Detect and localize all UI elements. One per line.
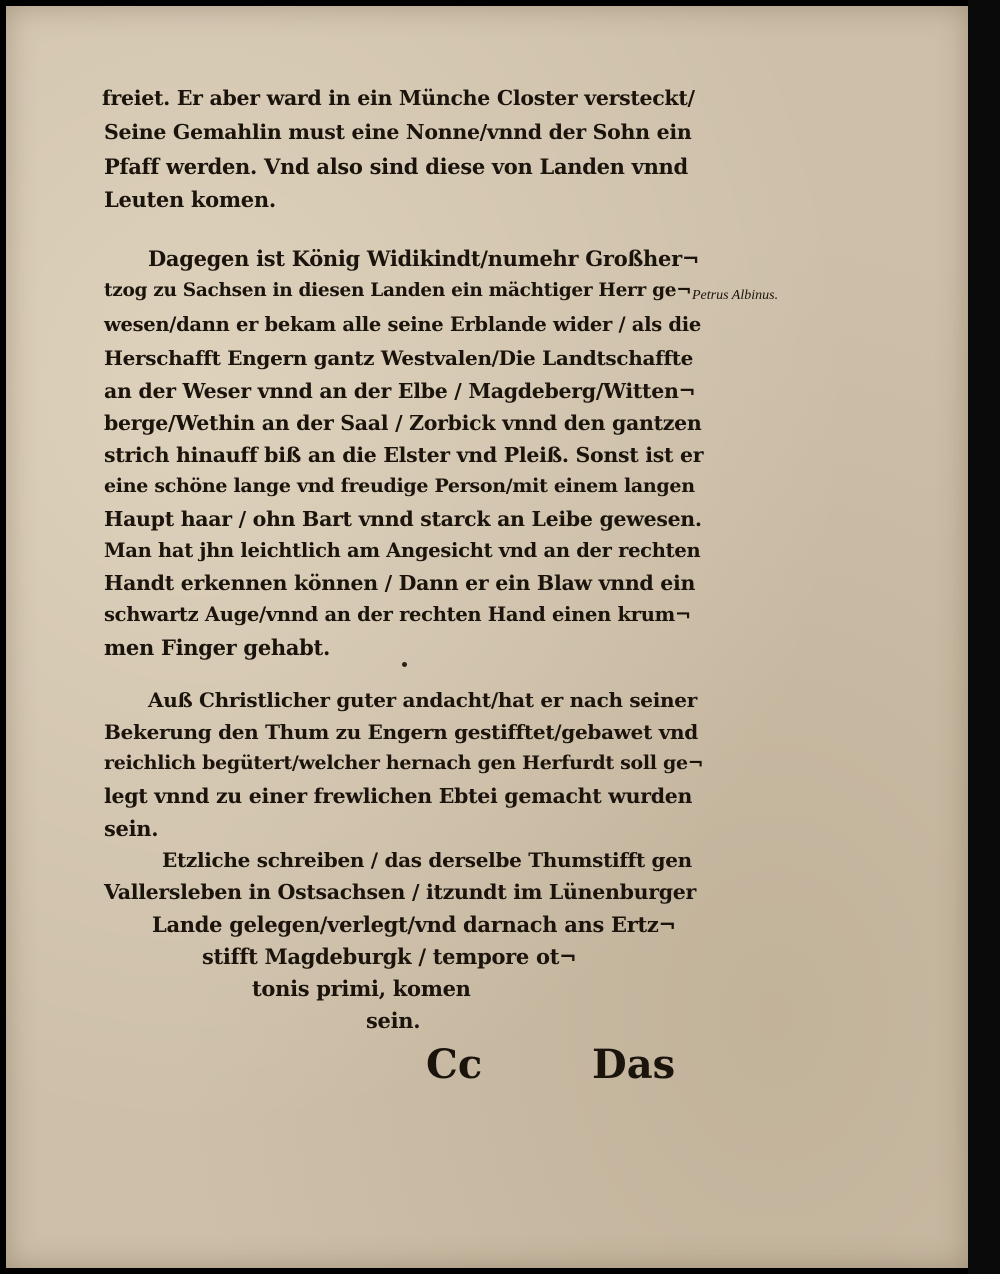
text-line: Man hat jhn leichtlich am Angesicht vnd an der rechten xyxy=(104,539,701,562)
text-line: sein. xyxy=(104,816,159,841)
text-line: stifft Magdeburgk / tempore ot¬ xyxy=(202,944,577,969)
text-line: sein. xyxy=(366,1008,421,1033)
text-line: legt vnnd zu einer frewlichen Ebtei gemacht wurden xyxy=(104,784,693,808)
text-line: tzog zu Sachsen in diesen Landen ein mächtiger Herr ge¬ xyxy=(104,280,692,301)
text-line: eine schöne lange vnd freudige Person/mit einem langen xyxy=(104,475,695,497)
text-line: Handt erkennen können / Dann er ein Blaw vnnd ein xyxy=(104,571,696,595)
text-line: men Finger gehabt. xyxy=(104,635,330,660)
text-line: Bekerung den Thum zu Engern gestifftet/gebawet vnd xyxy=(104,720,698,744)
signature-mark: Cc xyxy=(426,1041,483,1088)
text-line: Pfaff werden. Vnd also sind diese von Landen vnnd xyxy=(104,154,688,179)
text-line: tonis primi, komen xyxy=(252,976,471,1001)
text-line: Lande gelegen/verlegt/vnd darnach ans Ertz¬ xyxy=(152,912,676,937)
margin-note: Petrus Albinus. xyxy=(692,288,779,303)
text-line: Leuten komen. xyxy=(104,187,276,212)
text-line: Etzliche schreiben / das derselbe Thumstifft gen xyxy=(162,848,692,872)
text-line: strich hinauff biß an die Elster vnd Pleiß. Sonst ist er xyxy=(104,443,704,467)
text-line: Herschafft Engern gantz Westvalen/Die Landtschaffte xyxy=(104,346,694,370)
scan-edge xyxy=(968,0,1000,1274)
text-line: Seine Gemahlin must eine Nonne/vnnd der Sohn ein xyxy=(104,120,692,144)
text-line: Haupt haar / ohn Bart vnnd starck an Leibe gewesen. xyxy=(104,507,702,531)
catchword: Das xyxy=(592,1041,676,1088)
text-line: an der Weser vnnd an der Elbe / Magdeberg/Witten¬ xyxy=(104,379,696,403)
book-page xyxy=(6,6,968,1268)
text-line: reichlich begütert/welcher hernach gen Herfurdt soll ge¬ xyxy=(104,752,704,774)
text-line: schwartz Auge/vnnd an der rechten Hand einen krum¬ xyxy=(104,603,691,626)
text-line: Auß Christlicher guter andacht/hat er nach seiner xyxy=(148,688,697,712)
text-line: Vallersleben in Ostsachsen / itzundt im Lünenburger xyxy=(104,880,697,904)
text-line: wesen/dann er bekam alle seine Erblande wider / als die xyxy=(104,313,701,336)
text-line: freiet. Er aber ward in ein Münche Closter versteckt/ xyxy=(102,86,695,110)
text-line: Dagegen ist König Widikindt/numehr Großher¬ xyxy=(148,246,700,271)
ink-speck xyxy=(402,662,407,667)
text-line: berge/Wethin an der Saal / Zorbick vnnd den gantzen xyxy=(104,411,702,435)
